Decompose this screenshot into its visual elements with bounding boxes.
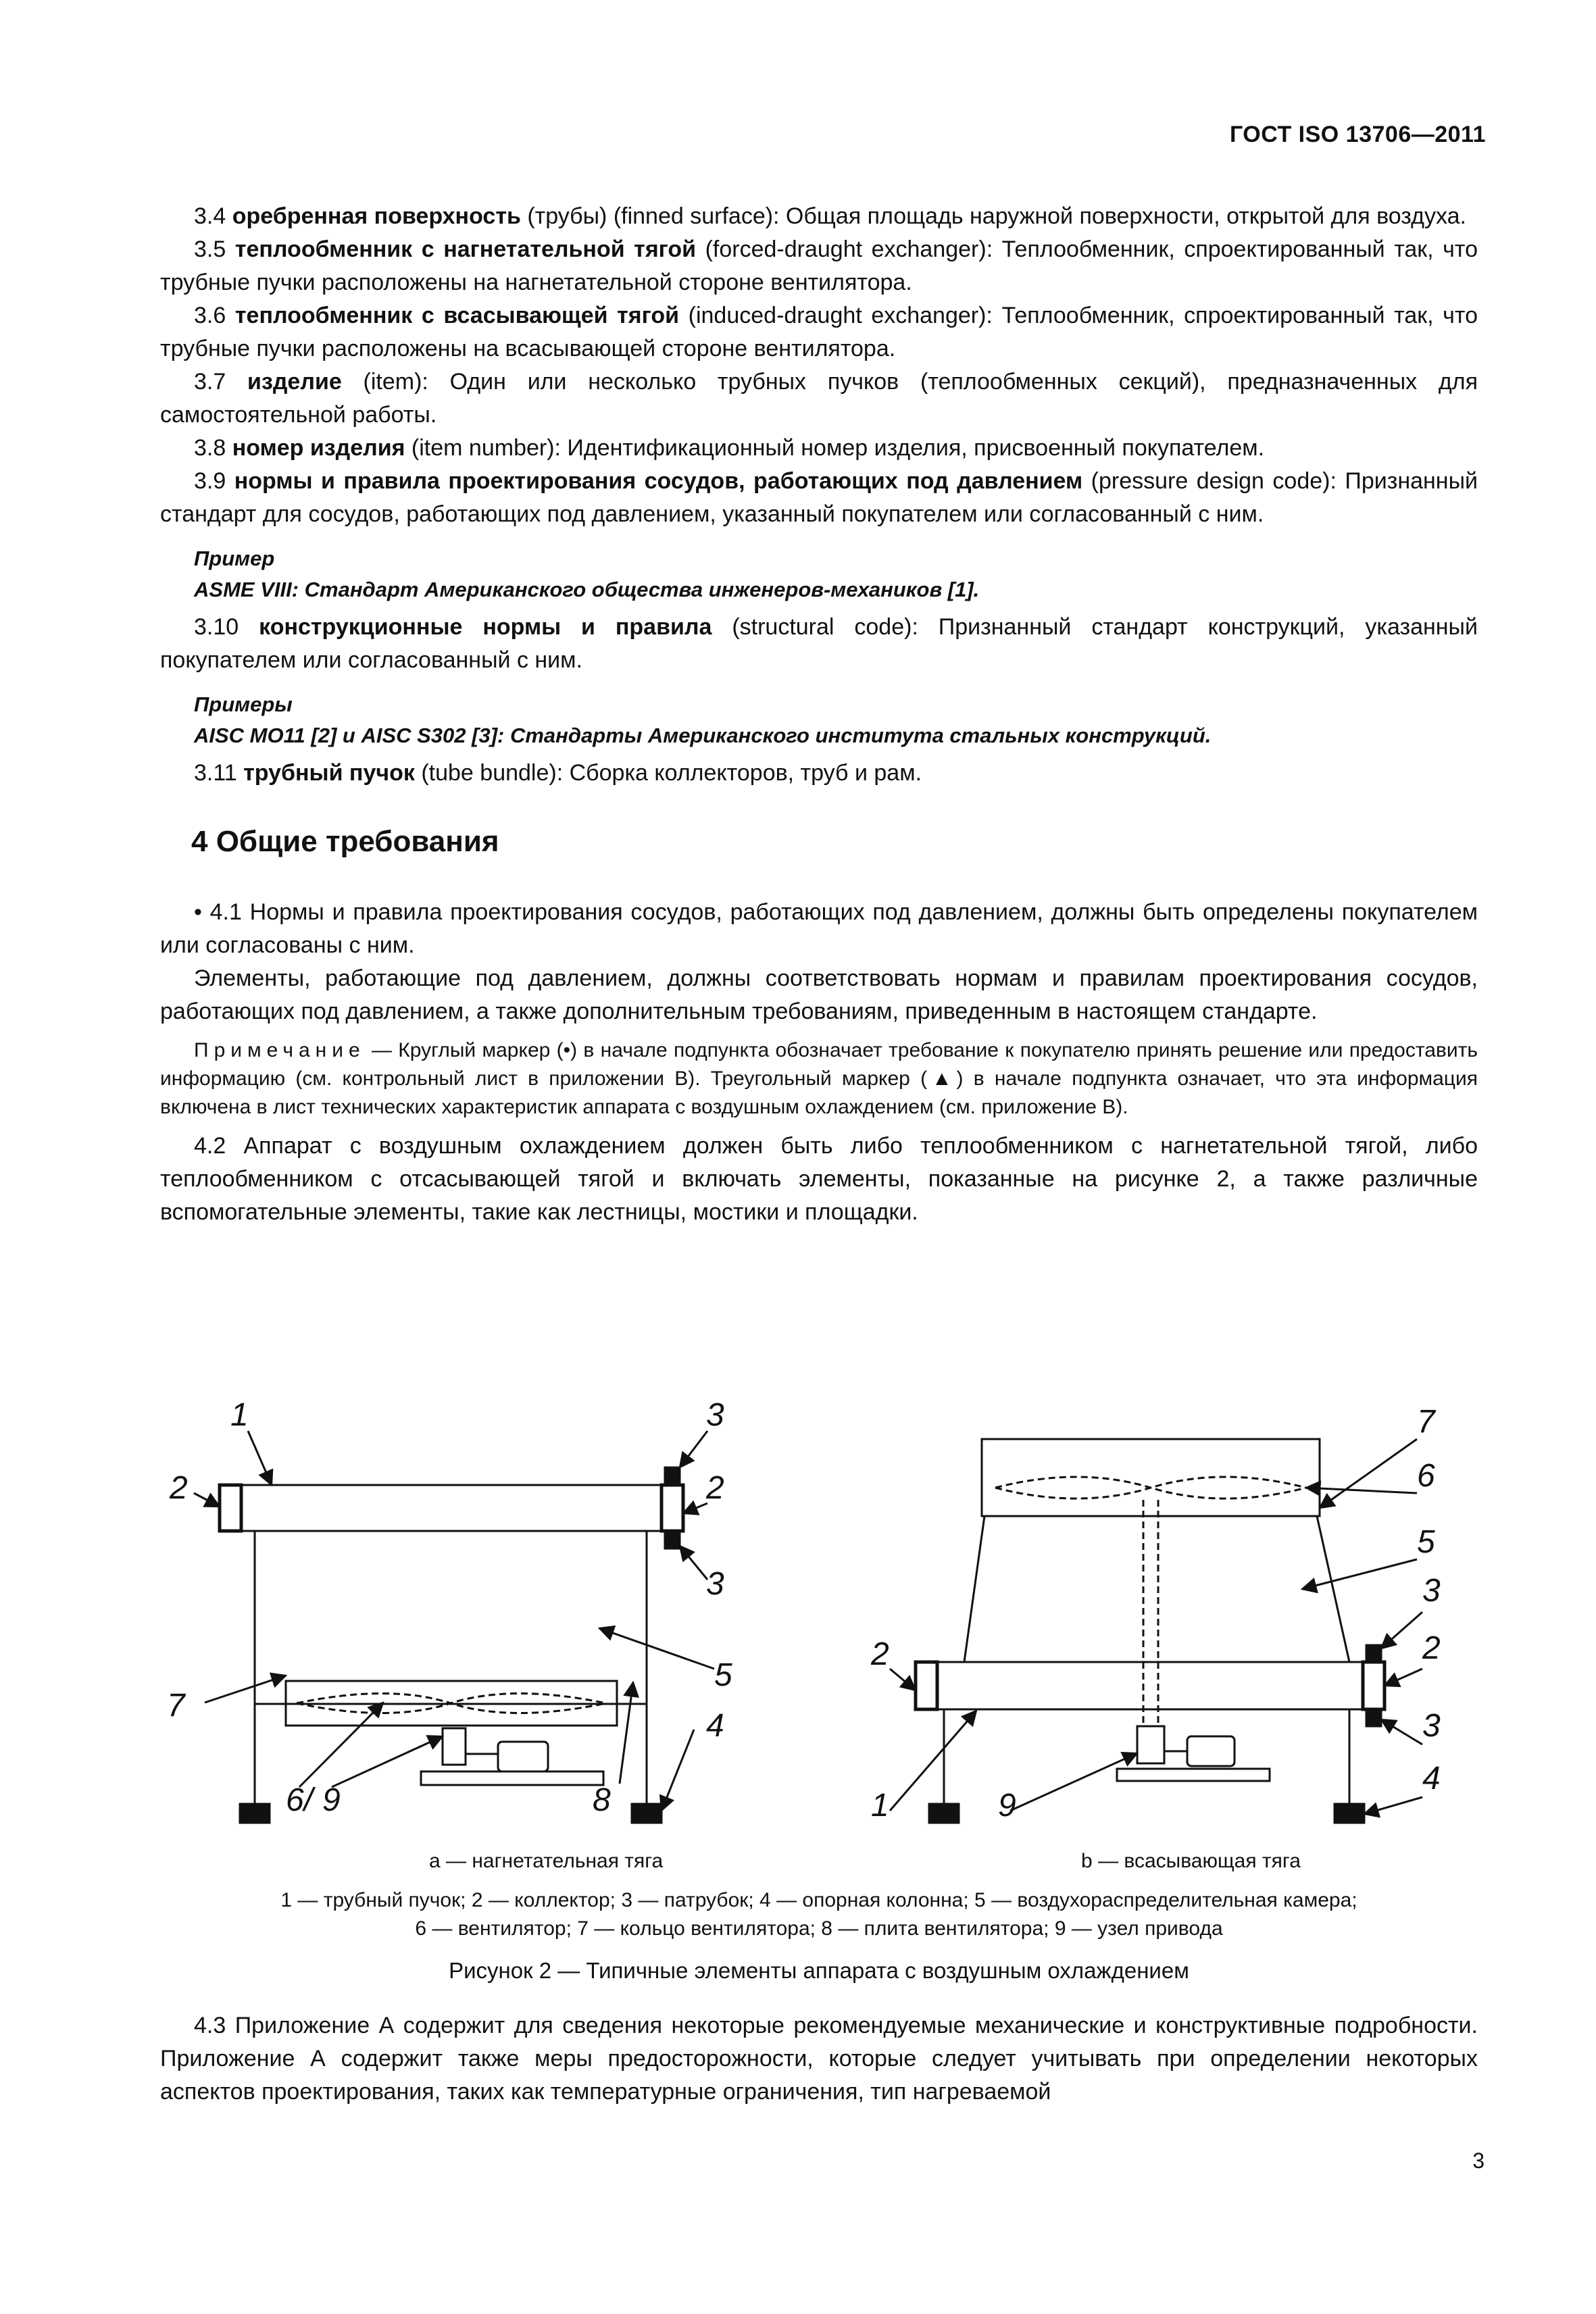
label-2r-b: 2 [1422, 1630, 1441, 1666]
clause-4-1: • 4.1 Нормы и правила проектирования сосудов, работающих под давлением, должны быть определены покупателем или согласованы с ним. [160, 899, 1478, 958]
label-2r-a: 2 [706, 1470, 724, 1506]
example-text: AISC MO11 [2] и AISC S302 [3]: Стандарты Американского института стальных конструкций. [194, 724, 1212, 747]
term: номер изделия [232, 435, 405, 461]
drive-a [443, 1728, 466, 1765]
term: нормы и правила проектирования сосудов, работающих под давлением [234, 468, 1083, 494]
figure-drawing [160, 1378, 1478, 1851]
term: изделие [247, 369, 342, 395]
diagram-b-induced-draught [890, 1439, 1422, 1823]
figure-legend [160, 1886, 1478, 1943]
definition-3-6 [160, 299, 1478, 366]
clause-4-3 [160, 2009, 1478, 2109]
legend-line-1: 1 — трубный пучок; 2 — коллектор; 3 — патрубок; 4 — опорная колонна; 5 — воздухораспределительная камера; [280, 1889, 1357, 1911]
main-text [160, 200, 1478, 1229]
label-4-b: 4 [1422, 1761, 1441, 1796]
definition-text: (induced-draught exchanger): Теплообменник, спроектированный так, что трубные пучки расположены на всасывающей стороне вентилятора. [160, 303, 1478, 361]
label-1-a: 1 [230, 1397, 249, 1433]
definition-3-7 [160, 366, 1478, 432]
header-right-a [662, 1485, 683, 1531]
term: трубный пучок [243, 760, 415, 786]
label-3b-a: 3 [706, 1566, 724, 1602]
subcaption-a: а — нагнетательная тяга [429, 1850, 664, 1872]
drive-b [1137, 1726, 1164, 1763]
definition-text: (трубы) (finned surface): Общая площадь наружной поверхности, открытой для воздуха. [520, 203, 1466, 229]
label-9-b: 9 [998, 1788, 1016, 1823]
definition-3-8 [160, 432, 1478, 465]
term: теплообменник с нагнетательной тягой [234, 236, 697, 262]
nozzle-bottom-a [665, 1531, 680, 1549]
definition-text: (tube bundle): Сборка коллекторов, труб и рам. [414, 760, 922, 786]
header-left-b [916, 1662, 937, 1709]
label-7-a: 7 [167, 1688, 185, 1724]
plenum-b [964, 1516, 984, 1662]
definition-3-5 [160, 233, 1478, 299]
subcaption-b: b — всасывающая тяга [1081, 1850, 1301, 1872]
motor-b [1187, 1736, 1235, 1766]
legend-line-2: 6 — вентилятор; 7 — кольцо вентилятора; 8 — плита вентилятора; 9 — узел привода [415, 1917, 1223, 1940]
label-7-b: 7 [1417, 1404, 1435, 1440]
definition-3-10 [160, 611, 1478, 677]
clause-number: 3.4 [194, 203, 226, 229]
tube-bundle-a [220, 1485, 662, 1531]
clause-number: 3.10 [194, 614, 239, 640]
clause-number: 3.7 [194, 369, 226, 395]
label-5-a: 5 [714, 1657, 732, 1693]
note-title: Примечание [194, 1039, 366, 1061]
definition-3-4 [160, 200, 1478, 233]
clause-number: 3.9 [194, 468, 226, 494]
label-3b-b: 3 [1422, 1708, 1441, 1744]
note-text: — Круглый маркер (•) в начале подпункта обозначает требование к покупателю принять решение или предоставить информацию (см. контрольный лист в приложении В). Треугольный маркер (▲) в начале подпункта означает, что эта информация включена в лист технических характеристик аппарата с воздушным охлаждением (см. приложение В). [160, 1039, 1478, 1118]
fan-plate-a [421, 1771, 603, 1785]
clause-number: 3.11 [194, 760, 237, 786]
label-2-a: 2 [170, 1470, 188, 1506]
fan-ring-b [982, 1439, 1320, 1516]
term: конструкционные нормы и правила [259, 614, 712, 640]
examples-block [194, 689, 1478, 751]
definition-text: (forced-draught exchanger): Теплообменник, спроектированный так, что трубные пучки расположены на нагнетательной стороне вентилятора. [160, 236, 1478, 295]
page-number: 3 [1472, 2148, 1485, 2173]
label-6-b: 6 [1417, 1458, 1435, 1494]
label-1-b: 1 [871, 1788, 889, 1823]
document-code: ГОСТ ISO 13706—2011 [1229, 122, 1486, 147]
clause-number: 3.5 [194, 236, 226, 262]
label-3t-b: 3 [1422, 1573, 1441, 1609]
section-heading: 4 Общие требования [191, 825, 499, 858]
term: теплообменник с всасывающей тягой [234, 303, 680, 328]
example-block [194, 543, 1478, 605]
label-8-a: 8 [593, 1782, 611, 1818]
label-6-a: 6/ [286, 1782, 314, 1818]
definition-text: (item number): Идентификационный номер изделия, присвоенный покупателем. [405, 435, 1265, 461]
definition-text: (item): Один или несколько трубных пучков (теплообменных секций), предназначенных для самостоятельной работы. [160, 369, 1478, 428]
definition-3-11 [160, 757, 1478, 790]
example-heading: Пример [194, 547, 275, 570]
figure-2 [160, 1378, 1478, 1892]
label-3t-a: 3 [706, 1397, 724, 1433]
clause-number: 3.8 [194, 435, 226, 461]
label-9-a: 9 [322, 1782, 341, 1818]
label-2-b: 2 [871, 1636, 889, 1672]
definition-text: (structural code): Признанный стандарт конструкций, указанный покупателем или согласованный с ним. [160, 614, 1478, 673]
clause-number: 3.6 [194, 303, 226, 328]
example-text: ASME VIII: Стандарт Американского общества инженеров-механиков [1]. [194, 578, 980, 601]
clause-4-2: 4.2 Аппарат с воздушным охлаждением должен быть либо теплообменником с нагнетательной тягой, либо теплообменником с отсасывающей тягой и включать элементы, показанные на рисунке 2, а также различные вспомогательные элементы, такие как лестницы, мостики и площадки. [160, 1133, 1478, 1225]
term: оребренная поверхность [232, 203, 521, 229]
label-5-b: 5 [1417, 1524, 1435, 1560]
nozzle-top-a [665, 1467, 680, 1485]
clause-4-1-continued: Элементы, работающие под давлением, должны соответствовать нормам и правилам проектирования сосудов, работающих под давлением, а также дополнительным требованиям, приведенным в настоящем стандарте. [160, 965, 1478, 1024]
definition-text: (pressure design code): Признанный стандарт для сосудов, работающих под давлением, указанный покупателем или согласованный с ним. [160, 468, 1478, 527]
plenum-a [255, 1531, 647, 1704]
tube-bundle-b [916, 1662, 1363, 1709]
clause-4-3-text: 4.3 Приложение А содержит для сведения некоторые рекомендуемые механические и конструктивные подробности. Приложение А содержит также меры предосторожности, которые следует учитывать при определении некоторых аспектов проектирования, таких как температурные ограничения, тип нагреваемой [160, 2013, 1478, 2105]
diagram-a-forced-draught [194, 1431, 714, 1823]
label-4-a: 4 [706, 1708, 724, 1744]
example-heading: Примеры [194, 693, 293, 716]
note [160, 1036, 1478, 1122]
motor-a [498, 1742, 548, 1771]
header-left-a [220, 1485, 241, 1531]
header-right-b [1363, 1662, 1385, 1709]
definition-3-9 [160, 465, 1478, 531]
figure-caption: Рисунок 2 — Типичные элементы аппарата с воздушным охлаждением [449, 1958, 1189, 1983]
